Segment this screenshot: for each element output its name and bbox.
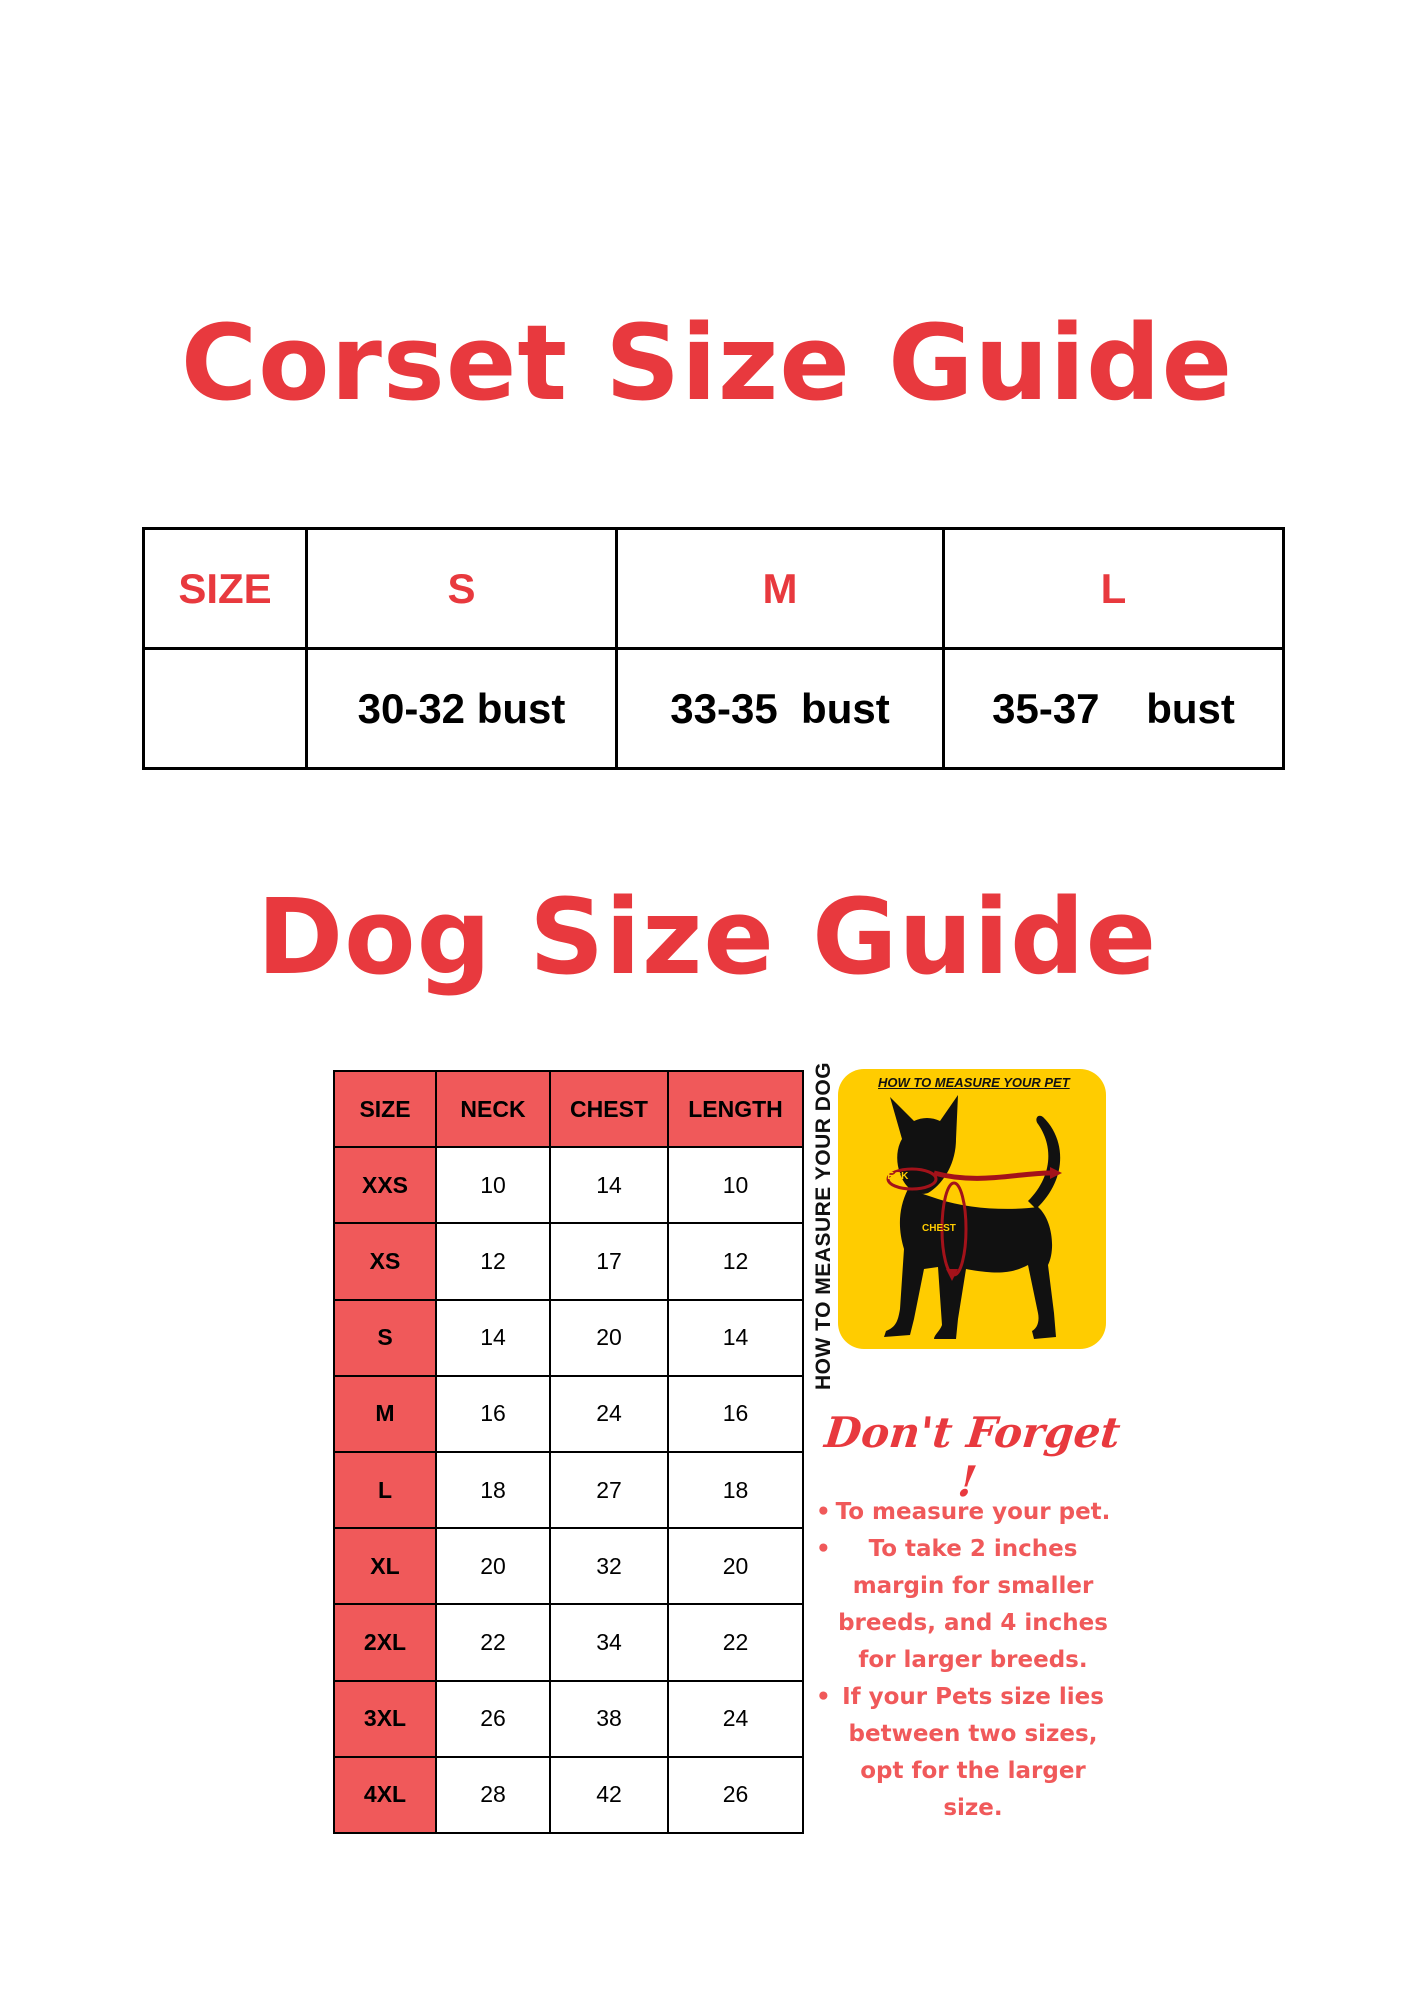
dog-value-cell: 26 <box>436 1681 550 1757</box>
dog-column-header-chest: CHEST <box>550 1071 668 1147</box>
dog-value-cell: 28 <box>436 1757 550 1833</box>
dog-size-cell: XXS <box>334 1147 436 1223</box>
dog-value-cell: 22 <box>668 1604 803 1680</box>
dog-value-cell: 14 <box>436 1300 550 1376</box>
table-row <box>334 1376 803 1452</box>
dog-size-table <box>333 1070 804 1834</box>
tip-item: • If your Pets size lies between two sizes, opt for the larger size. <box>812 1679 1112 1827</box>
dog-value-cell: 16 <box>668 1376 803 1452</box>
dog-value-cell: 16 <box>436 1376 550 1452</box>
dog-value-cell: 26 <box>668 1757 803 1833</box>
dog-value-cell: 22 <box>436 1604 550 1680</box>
dog-size-cell: M <box>334 1376 436 1452</box>
corset-header-l: L <box>944 529 1284 649</box>
table-row <box>334 1681 803 1757</box>
dog-table-header-row <box>334 1071 803 1147</box>
dog-value-cell: 20 <box>550 1300 668 1376</box>
dog-silhouette-icon <box>838 1069 1106 1349</box>
dog-column-header-length: LENGTH <box>668 1071 803 1147</box>
tip-item: • To measure your pet. <box>812 1494 1112 1531</box>
corset-size-table <box>142 527 1285 770</box>
dog-value-cell: 14 <box>668 1300 803 1376</box>
table-row <box>334 1604 803 1680</box>
corset-header-s: S <box>307 529 617 649</box>
dog-value-cell: 38 <box>550 1681 668 1757</box>
corset-value-row <box>144 649 1284 769</box>
dog-value-cell: 27 <box>550 1452 668 1528</box>
corset-value-empty <box>144 649 307 769</box>
tip-item: • To take 2 inches margin for smaller breeds, and 4 inches for larger breeds. <box>812 1531 1112 1679</box>
chest-label: CHEST <box>922 1223 956 1234</box>
dog-size-cell: S <box>334 1300 436 1376</box>
dog-value-cell: 12 <box>436 1223 550 1299</box>
how-to-measure-vertical-label: HOW TO MEASURE YOUR DOG <box>812 1061 835 1390</box>
table-row <box>334 1147 803 1223</box>
corset-header-size: SIZE <box>144 529 307 649</box>
dog-value-cell: 20 <box>668 1528 803 1604</box>
dog-value-cell: 24 <box>550 1376 668 1452</box>
dog-size-cell: L <box>334 1452 436 1528</box>
dog-column-header-neck: NECK <box>436 1071 550 1147</box>
dog-size-cell: 2XL <box>334 1604 436 1680</box>
dog-value-cell: 34 <box>550 1604 668 1680</box>
dog-value-cell: 18 <box>668 1452 803 1528</box>
dog-size-cell: 3XL <box>334 1681 436 1757</box>
table-row <box>334 1757 803 1833</box>
corset-value-l: 35-37 bust <box>944 649 1284 769</box>
dont-forget-heading: Don't Forget ! <box>822 1408 1123 1506</box>
dog-value-cell: 18 <box>436 1452 550 1528</box>
dog-value-cell: 14 <box>550 1147 668 1223</box>
dog-value-cell: 10 <box>436 1147 550 1223</box>
dog-value-cell: 12 <box>668 1223 803 1299</box>
dog-value-cell: 42 <box>550 1757 668 1833</box>
corset-size-guide-title: Corset Size Guide <box>180 302 1234 424</box>
dog-measurement-image <box>838 1069 1106 1349</box>
corset-header-row <box>144 529 1284 649</box>
dog-value-cell: 17 <box>550 1223 668 1299</box>
table-row <box>334 1452 803 1528</box>
corset-header-m: M <box>617 529 944 649</box>
neck-label: NECK <box>880 1171 909 1182</box>
dog-value-cell: 10 <box>668 1147 803 1223</box>
dog-value-cell: 24 <box>668 1681 803 1757</box>
dog-size-cell: XS <box>334 1223 436 1299</box>
dog-value-cell: 32 <box>550 1528 668 1604</box>
dog-size-cell: 4XL <box>334 1757 436 1833</box>
table-row <box>334 1528 803 1604</box>
dog-column-header-size: SIZE <box>334 1071 436 1147</box>
reminder-tips-list <box>812 1494 1112 1827</box>
dog-value-cell: 20 <box>436 1528 550 1604</box>
corset-value-s: 30-32 bust <box>307 649 617 769</box>
table-row <box>334 1300 803 1376</box>
table-row <box>334 1223 803 1299</box>
corset-value-m: 33-35 bust <box>617 649 944 769</box>
dog-size-cell: XL <box>334 1528 436 1604</box>
dog-size-guide-title: Dog Size Guide <box>256 876 1158 998</box>
length-label: LENGTH <box>968 1161 1010 1172</box>
dog-image-caption: HOW TO MEASURE YOUR PET <box>878 1075 1070 1090</box>
